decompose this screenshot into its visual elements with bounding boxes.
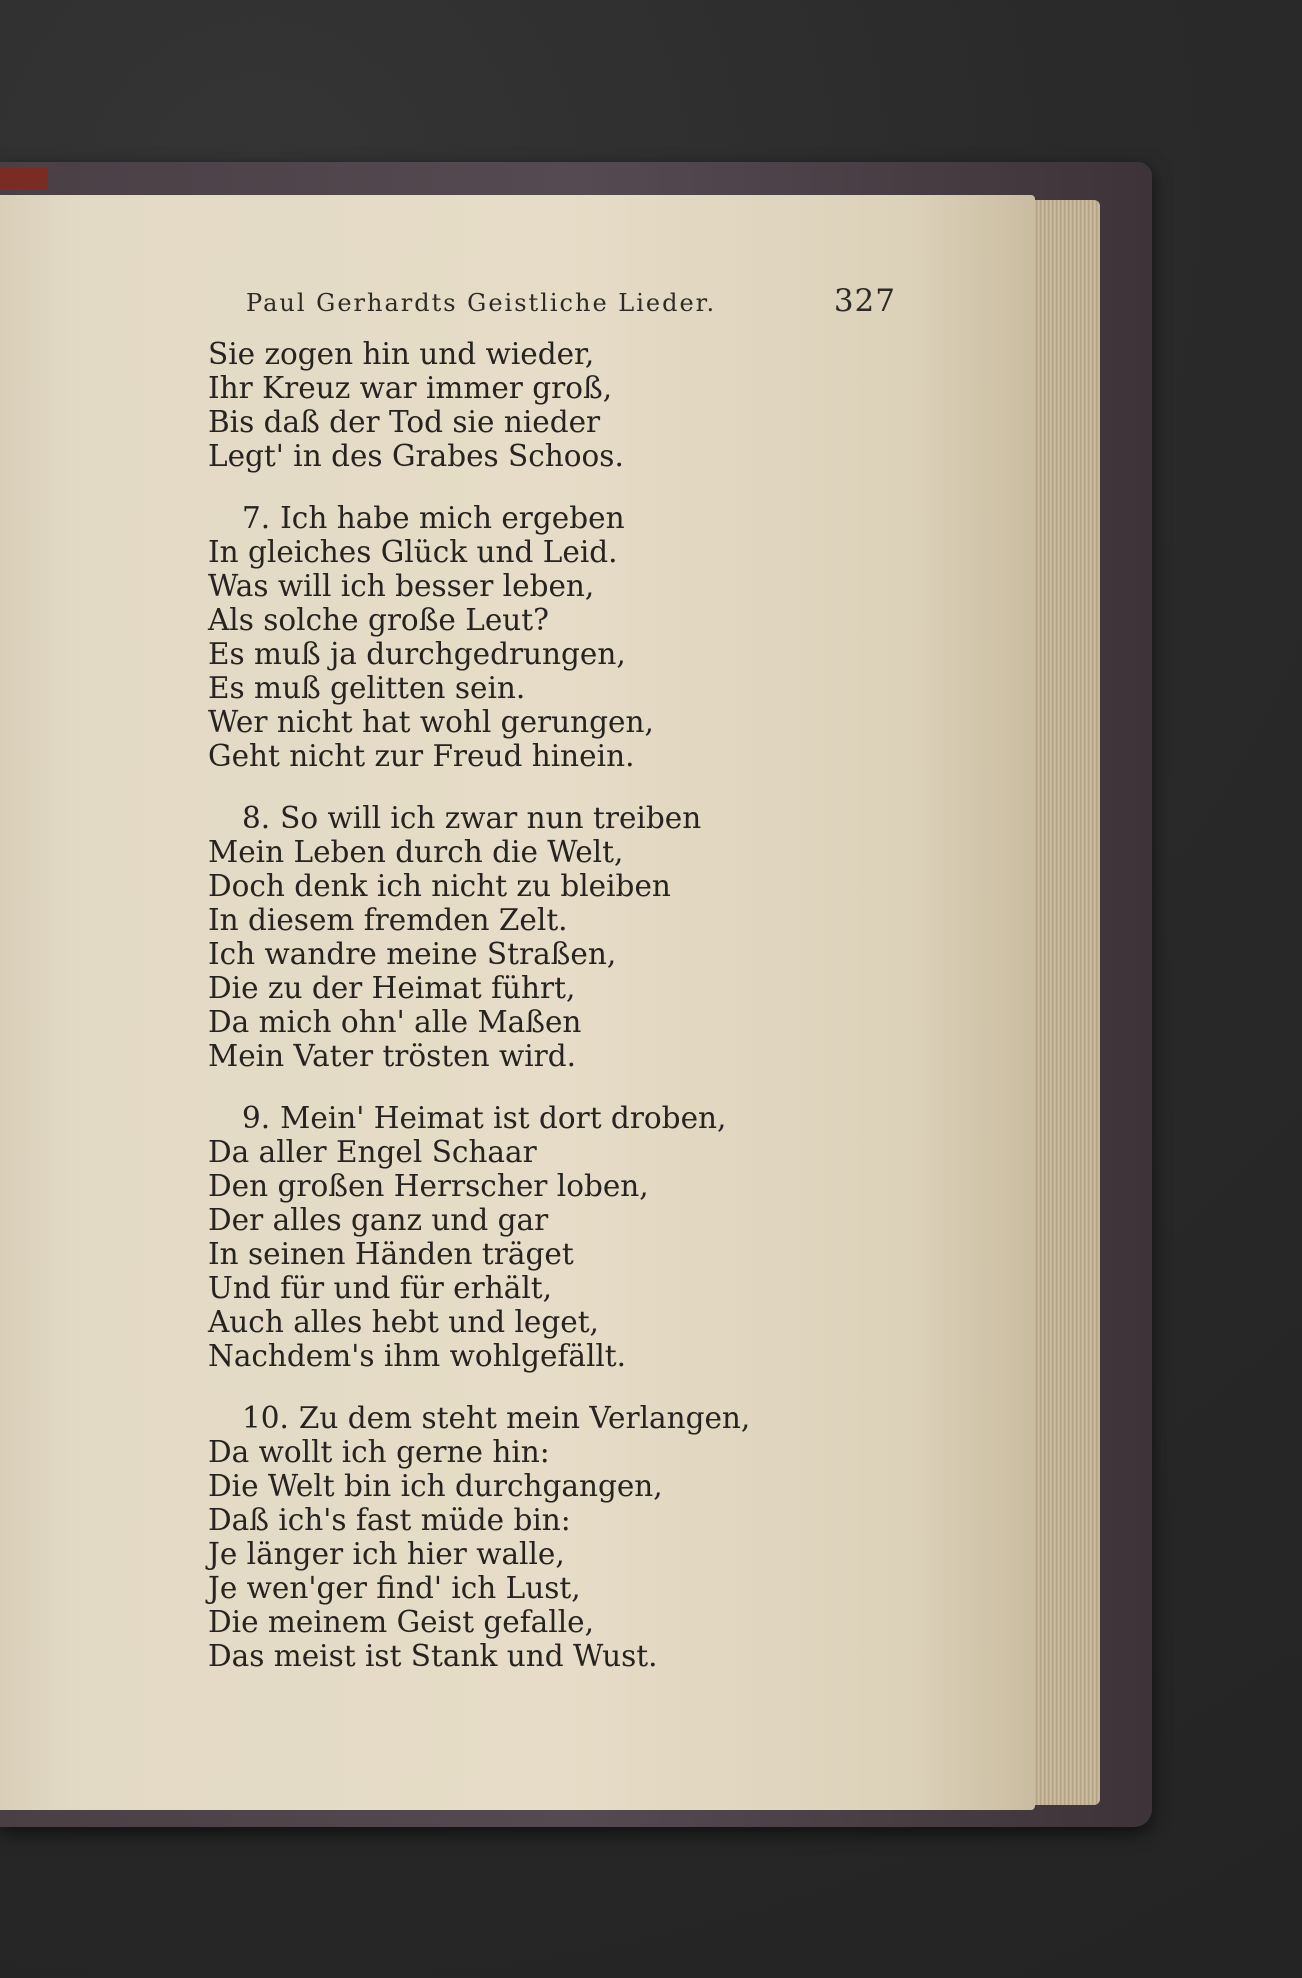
verse-line: Nachdem's ihm wohlgefällt.	[208, 1339, 627, 1373]
verse-line: Ich wandre meine Straßen,	[208, 937, 617, 971]
running-title: Paul Gerhardts Geistliche Lieder.	[246, 289, 717, 317]
book-red-edge	[0, 168, 48, 190]
verse-line: Die meinem Geist gefalle,	[208, 1605, 594, 1639]
stanza-7	[208, 501, 1008, 773]
verse-line: Doch denk ich nicht zu bleiben	[208, 869, 671, 903]
verse-line: Bis daß der Tod sie nieder	[208, 405, 601, 439]
page-fore-edge	[1025, 200, 1100, 1805]
verse-line: Je wen'ger find' ich Lust,	[208, 1571, 581, 1605]
verse-line: Auch alles hebt und leget,	[208, 1305, 599, 1339]
verse-line: Da aller Engel Schaar	[208, 1135, 537, 1169]
verse-line: Es muß gelitten sein.	[208, 671, 526, 705]
verse-line: Es muß ja durchgedrungen,	[208, 637, 626, 671]
verse-line: Als solche große Leut?	[208, 603, 549, 637]
stanza-8	[208, 801, 1008, 1073]
verse-line: Die Welt bin ich durchgangen,	[208, 1469, 663, 1503]
verse-line: Mein Leben durch die Welt,	[208, 835, 624, 869]
verse-line: Was will ich besser leben,	[208, 569, 595, 603]
page-number: 327	[833, 283, 896, 319]
verse-line: Sie zogen hin und wieder,	[208, 337, 595, 371]
stanza-number: 7.	[242, 501, 271, 535]
verse-line: In diesem fremden Zelt.	[208, 903, 568, 937]
running-head	[246, 283, 896, 319]
verse-line	[208, 501, 1008, 535]
stanza-number: 8.	[242, 801, 271, 835]
verse-line: Mein Vater trösten wird.	[208, 1039, 577, 1073]
verse-line: Den großen Herrscher loben,	[208, 1169, 649, 1203]
verse-text: Mein' Heimat ist dort droben,	[280, 1101, 727, 1135]
verse-line: Daß ich's fast müde bin:	[208, 1503, 571, 1537]
verse-line: Die zu der Heimat führt,	[208, 971, 576, 1005]
verse-line: Das meist ist Stank und Wust.	[208, 1639, 658, 1673]
verse-line: Da wollt ich gerne hin:	[208, 1435, 550, 1469]
verse-line: Legt' in des Grabes Schoos.	[208, 439, 624, 473]
verse-text: Zu dem steht mein Verlangen,	[298, 1401, 751, 1435]
stanza-10	[208, 1401, 1008, 1673]
poem-text	[208, 337, 1008, 1701]
stanza-9	[208, 1101, 1008, 1373]
verse-text: Ich habe mich ergeben	[280, 501, 625, 535]
stanza-number: 10.	[242, 1401, 289, 1435]
verse-line	[208, 801, 1008, 835]
verse-line	[208, 1101, 1008, 1135]
verse-line: Und für und für erhält,	[208, 1271, 552, 1305]
stanza-number: 9.	[242, 1101, 271, 1135]
verse-line: Der alles ganz und gar	[208, 1203, 549, 1237]
verse-line	[208, 1401, 1008, 1435]
verse-line: In seinen Händen träget	[208, 1237, 574, 1271]
stanza	[208, 337, 1008, 473]
verse-text: So will ich zwar nun treiben	[280, 801, 702, 835]
verse-line: Ihr Kreuz war immer groß,	[208, 371, 613, 405]
verse-line: Geht nicht zur Freud hinein.	[208, 739, 635, 773]
verse-line: In gleiches Glück und Leid.	[208, 535, 618, 569]
verse-line: Wer nicht hat wohl gerungen,	[208, 705, 654, 739]
verse-line: Da mich ohn' alle Maßen	[208, 1005, 582, 1039]
verse-line: Je länger ich hier walle,	[208, 1537, 565, 1571]
